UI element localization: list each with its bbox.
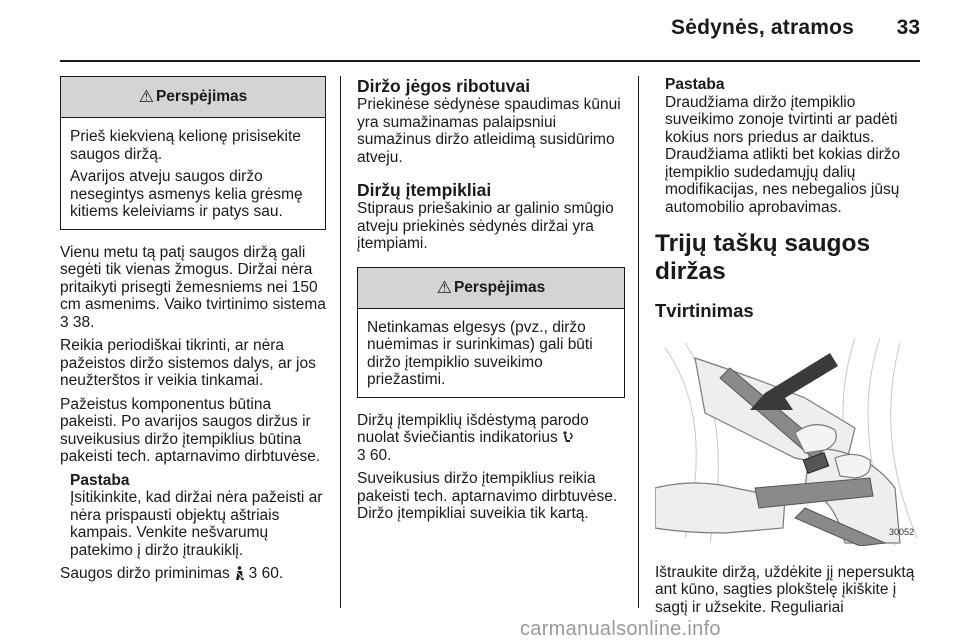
page-reference: 3 60. — [357, 446, 392, 464]
warning-box — [357, 267, 625, 398]
note-block — [60, 472, 326, 560]
warning-header — [358, 268, 624, 309]
warning-paragraph: Avarijos atveju saugos diržo nesegintys asmenys kelia grėsmę kitiems keleiviams ir patys sau. — [70, 168, 303, 220]
page-number: 33 — [896, 16, 920, 39]
warning-title: Perspėjimas — [453, 278, 546, 296]
watermark: carmanualsonline.info — [520, 618, 721, 640]
warning-title: Perspėjimas — [155, 88, 248, 106]
body-paragraph: Reikia periodiškai tikrinti, ar nėra pažeistos diržo sistemos dalys, ar jos neužterštos ir veikia tinkamai. — [60, 337, 316, 389]
figure-code: 30052 — [888, 527, 914, 537]
subsection-heading: Tvirtinimas — [655, 300, 754, 321]
note-block — [655, 76, 925, 216]
column-divider-1 — [340, 76, 341, 608]
seatbelt-fastening-drawing — [655, 338, 920, 546]
body-paragraph: Pažeistus komponentus būtina pakeisti. Po avarijos saugos diržus ir suveikusius diržo įtempiklius būtina pakeisti tech. aptarnavimo dirbtuvėse. — [60, 395, 321, 465]
column-1 — [60, 76, 326, 583]
warning-triangle-icon: ⚠ — [138, 87, 154, 107]
column-3 — [655, 76, 925, 616]
note-body: Įsitikinkite, kad diržai nėra pažeisti ar nėra prispausti objektų aštriais kampais. Venkite nešvarumų patekimo į diržo įtraukiklį. — [70, 489, 323, 559]
note-body: Draudžiama diržo įtempiklio suveikimo zonoje tvirtinti ar padėti kokius nors priedus ar daiktus. Draudžiama atlikti bet kokias diržo įtempiklio sudedamųjų dalių modifikacijas, nes nebegalios jūsų automobilio aprobavimas. — [665, 93, 901, 216]
warning-body — [61, 118, 325, 229]
header-divider — [60, 60, 920, 62]
section-heading: Trijų taškų saugos diržas — [655, 230, 871, 285]
warning-box — [60, 76, 326, 230]
warning-body — [358, 309, 624, 397]
seatbelt-illustration — [655, 338, 920, 546]
warning-triangle-icon: ⚠ — [436, 277, 452, 297]
paragraph-text: Vienu metu tą patį saugos diržą gali segėti tik vienas žmogus. Diržai nėra pritaikyti prisegti žemesniems nei 150 cm asmenims. Vaiko tvirtinimo sistema — [60, 243, 326, 313]
body-paragraph — [60, 565, 326, 583]
column-divider-2 — [638, 76, 639, 608]
figure-caption: Ištraukite diržą, uždėkite jį nepersuktą ant kūno, sagties plokštelę įkiškite į sagtį ir užsekite. Reguliariai — [655, 563, 915, 616]
paragraph-text: Diržų įtempiklių išdėstymą parodo nuolat šviečiantis indikatorius — [357, 411, 589, 446]
body-paragraph — [60, 244, 326, 332]
note-title: Pastaba — [70, 471, 130, 489]
body-paragraph: Priekinėse sėdynėse spaudimas kūnui yra sumažinamas palaipsniui sumažinus diržo atleidimą susidūrimo atveju. — [357, 96, 621, 166]
column-2 — [357, 76, 625, 523]
warning-paragraph: Netinkamas elgesys (pvz., diržo nuėmimas ir surinkimas) gali būti diržo įtempiklio suveikimo priežastimi. — [367, 318, 593, 388]
page-reference: 3 38. — [60, 313, 95, 331]
page-reference: 3 60. — [248, 565, 284, 582]
warning-paragraph: Prieš kiekvieną kelionę prisisekite saugos diržą. — [70, 128, 301, 163]
body-paragraph: Stipraus priešakinio ar galinio smūgio atveju priekinės sėdynės diržai yra įtempiami. — [357, 200, 614, 252]
body-paragraph — [357, 412, 625, 465]
seatbelt-reminder-icon — [234, 566, 249, 581]
body-paragraph: Suveikusius diržo įtempiklius reikia pakeisti tech. aptarnavimo dirbtuvėse. Diržo įtempikliai suveikia tik kartą. — [357, 470, 618, 522]
section-heading: Diržų įtempikliai — [357, 180, 492, 200]
paragraph-text: Saugos diržo priminimas — [60, 565, 230, 582]
airbag-indicator-icon — [562, 430, 575, 445]
note-title: Pastaba — [665, 76, 725, 93]
section-heading: Diržo jėgos ribotuvai — [357, 76, 531, 96]
page-header-title: Sėdynės, atramos — [671, 16, 854, 39]
warning-header — [61, 77, 325, 118]
